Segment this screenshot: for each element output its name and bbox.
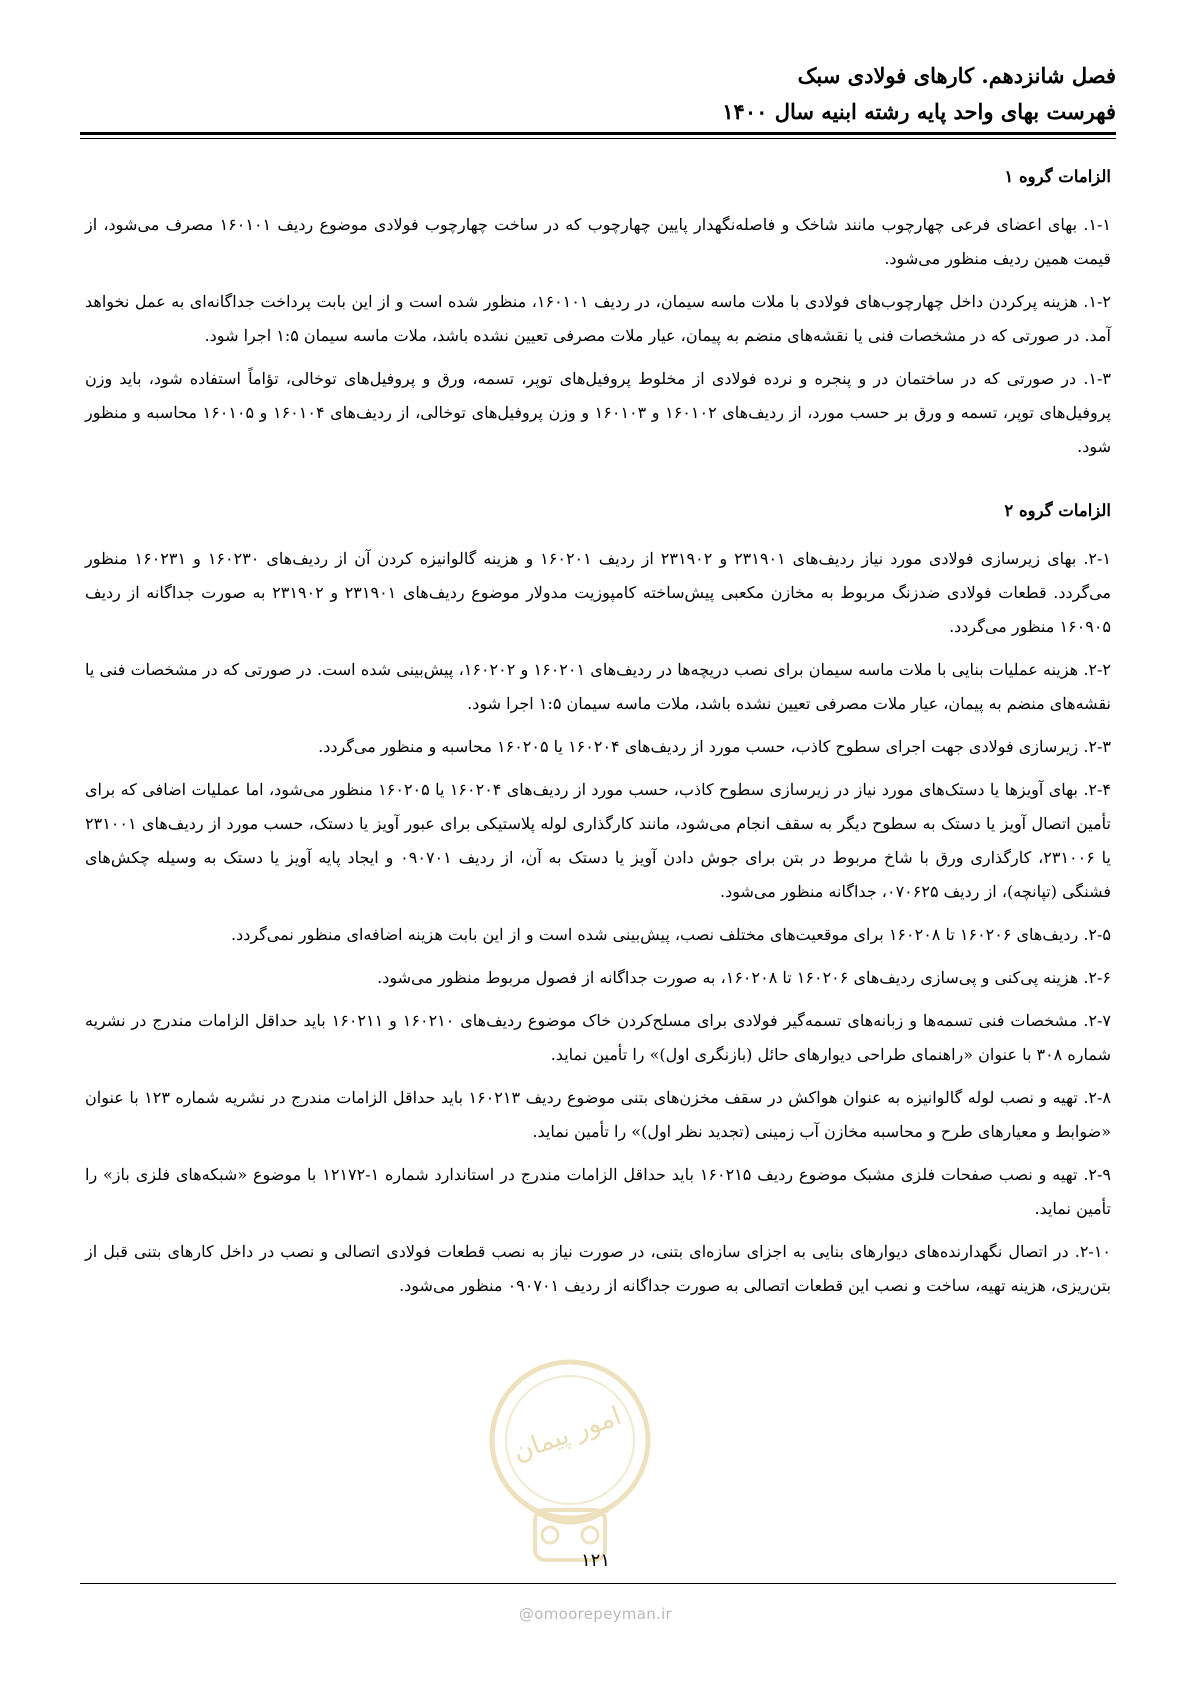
paragraph-2-3: ۲-۳. زیرسازی فولادی جهت اجرای سطوح کاذب، حسب مورد از ردیف‌های ۱۶۰۲۰۴ یا ۱۶۰۲۰۵ محاسبه و منظور می‌گردد. xyxy=(318,737,1111,756)
paragraph-2-9: ۲-۹. تهیه و نصب صفحات فلزی مشبک موضوع ردیف ۱۶۰۲۱۵ باید حداقل الزامات مندرج در استاندارد شماره ۱-۱۲۱۷۲ با موضوع «شبکه‌های فلزی باز» را تأمین نماید. xyxy=(85,1165,1112,1218)
group-1-title: الزامات گروه ۱ xyxy=(1004,167,1111,186)
paragraph-2-4: ۲-۴. بهای آویزها یا دستک‌های مورد نیاز در زیرسازی سطوح کاذب، حسب مورد از ردیف‌های ۱۶۰۲۰۴ یا ۱۶۰۲۰۵ منظور می‌شود، اما عملیات اضافی که برای تأمین اتصال آویز یا دستک به سطوح دیگر به سقف انجام می‌شود، مانند کارگذاری لوله پلاستیکی برای عبور آویز یا دستک، حسب مورد از ردیف‌های ۲۳۱۰۰۱ یا ۲۳۱۰۰۶، کارگذاری ورق با شاخ مربوط در بتن برای جوش دادن آویز یا دستک به آن، از ردیف ۰۹۰۷۰۱ و ایجاد پایه آویز یا دستک به وسیله چکش‌های فشنگی (تپانچه)، از ردیف ۰۷۰۶۲۵، جداگانه منظور می‌شود. xyxy=(85,780,1111,901)
paragraph-2-8: ۲-۸. تهیه و نصب لوله گالوانیزه به عنوان هواکش در سقف مخزن‌های بتنی موضوع ردیف ۱۶۰۲۱۳ باید حداقل الزامات مندرج در نشریه شماره ۱۲۳ با عنوان «ضوابط و معیارهای طرح و محاسبه مخازن آب زمینی (تجدید نظر اول)» را تأمین نماید. xyxy=(85,1088,1111,1141)
document-body xyxy=(85,160,1111,1312)
paragraph-1-1: ۱-۱. بهای اعضای فرعی چهارچوب مانند شاخک و فاصله‌نگهدار پایین چهارچوب که در ساخت چهارچوب فولادی موضوع ردیف ۱۶۰۱۰۱ مصرف می‌شود، از قیمت همین ردیف منظور می‌شود. xyxy=(85,215,1112,268)
paragraph-2-2: ۲-۲. هزینه عملیات بنایی با ملات ماسه سیمان برای نصب دریچه‌ها در ردیف‌های ۱۶۰۲۰۱ و ۱۶۰۲۰۲، پیش‌بینی شده است. در صورتی که در مشخصات فنی یا نقشه‌های منضم به پیمان، عیار ملات مصرفی تعیین نشده باشد، ملات ماسه سیمان ۱:۵ اجرا شود. xyxy=(85,660,1112,713)
seal-text: امور پیمان xyxy=(509,1401,626,1468)
paragraph-2-7: ۲-۷. مشخصات فنی تسمه‌ها و زبانه‌های تسمه‌گیر فولادی برای مسلح‌کردن خاک موضوع ردیف‌های ۱۶۰۲۱۰ و ۱۶۰۲۱۱ باید حداقل الزامات مندرج در نشریه شماره ۳۰۸ با عنوان «راهنمای طراحی دیوارهای حائل (بازنگری اول)» را تأمین نماید. xyxy=(85,1011,1111,1064)
paragraph-2-6: ۲-۶. هزینه پی‌کنی و پی‌سازی ردیف‌های ۱۶۰۲۰۶ تا ۱۶۰۲۰۸، به صورت جداگانه از فصول مربوط منظور می‌شود. xyxy=(377,968,1111,987)
watermark-url: @omoorepeyman.ir xyxy=(518,1605,673,1623)
footer-rule xyxy=(80,1583,1116,1584)
group-2-title: الزامات گروه ۲ xyxy=(1004,501,1111,520)
page-header xyxy=(80,58,1116,130)
paragraph-1-3: ۱-۳. در صورتی که در ساختمان در و پنجره و نرده فولادی از مخلوط پروفیل‌های توپر، تسمه، ورق و پروفیل‌های توخالی، تؤاماً استفاده شود، باید وزن پروفیل‌های توپر، تسمه و ورق بر حسب مورد، از ردیف‌های ۱۶۰۱۰۲ و ۱۶۰۱۰۳ و وزن پروفیل‌های توخالی، از ردیف‌های ۱۶۰۱۰۴ و ۱۶۰۱۰۵ محاسبه و منظور شود. xyxy=(85,369,1111,456)
header-rule-thick xyxy=(80,132,1116,135)
paragraph-2-5: ۲-۵. ردیف‌های ۱۶۰۲۰۶ تا ۱۶۰۲۰۸ برای موقعیت‌های مختلف نصب، پیش‌بینی شده است و از این بابت هزینه اضافه‌ای منظور نمی‌گردد. xyxy=(231,925,1111,944)
chapter-title: فصل شانزدهم. کارهای فولادی سبک xyxy=(797,63,1116,88)
paragraph-2-10: ۲-۱۰. در اتصال نگهدارنده‌های دیوارهای بنایی به اجزای سازه‌ای بتنی، در صورت نیاز به نصب قطعات فولادی اتصالی و نصب در داخل کارهای بتنی قبل از بتن‌ریزی، هزینه تهیه، ساخت و نصب این قطعات اتصالی به صورت جداگانه از ردیف ۰۹۰۷۰۱ منظور می‌شود. xyxy=(85,1242,1111,1295)
price-list-title: فهرست بهای واحد پایه رشته ابنیه سال ۱۴۰۰ xyxy=(722,99,1116,124)
page-number: ۱۲۱ xyxy=(580,1550,610,1571)
header-rule-thin xyxy=(80,138,1116,139)
paragraph-2-1: ۲-۱. بهای زیرسازی فولادی مورد نیاز ردیف‌های ۲۳۱۹۰۱ و ۲۳۱۹۰۲ از ردیف ۱۶۰۲۰۱ و هزینه گالوانیزه کردن آن از ردیف‌های ۱۶۰۲۳۰ و ۱۶۰۲۳۱ منظور می‌گردد. قطعات فولادی ضدزنگ مربوط به مخازن مکعبی پیش‌ساخته کامپوزیت مدولار موضوع ردیف‌های ۲۳۱۹۰۱ و ۲۳۱۹۰۲ به صورت جداگانه از ردیف ۱۶۰۹۰۵ منظور می‌گردد. xyxy=(85,549,1112,636)
paragraph-1-2: ۱-۲. هزینه پرکردن داخل چهارچوب‌های فولادی با ملات ماسه سیمان، در ردیف ۱۶۰۱۰۱، منظور شده است و از این بابت پرداخت جداگانه‌ای به عمل نخواهد آمد. در صورتی که در مشخصات فنی یا نقشه‌های منضم به پیمان، عیار ملات مصرفی تعیین نشده باشد، ملات ماسه سیمان ۱:۵ اجرا شود. xyxy=(85,292,1111,345)
